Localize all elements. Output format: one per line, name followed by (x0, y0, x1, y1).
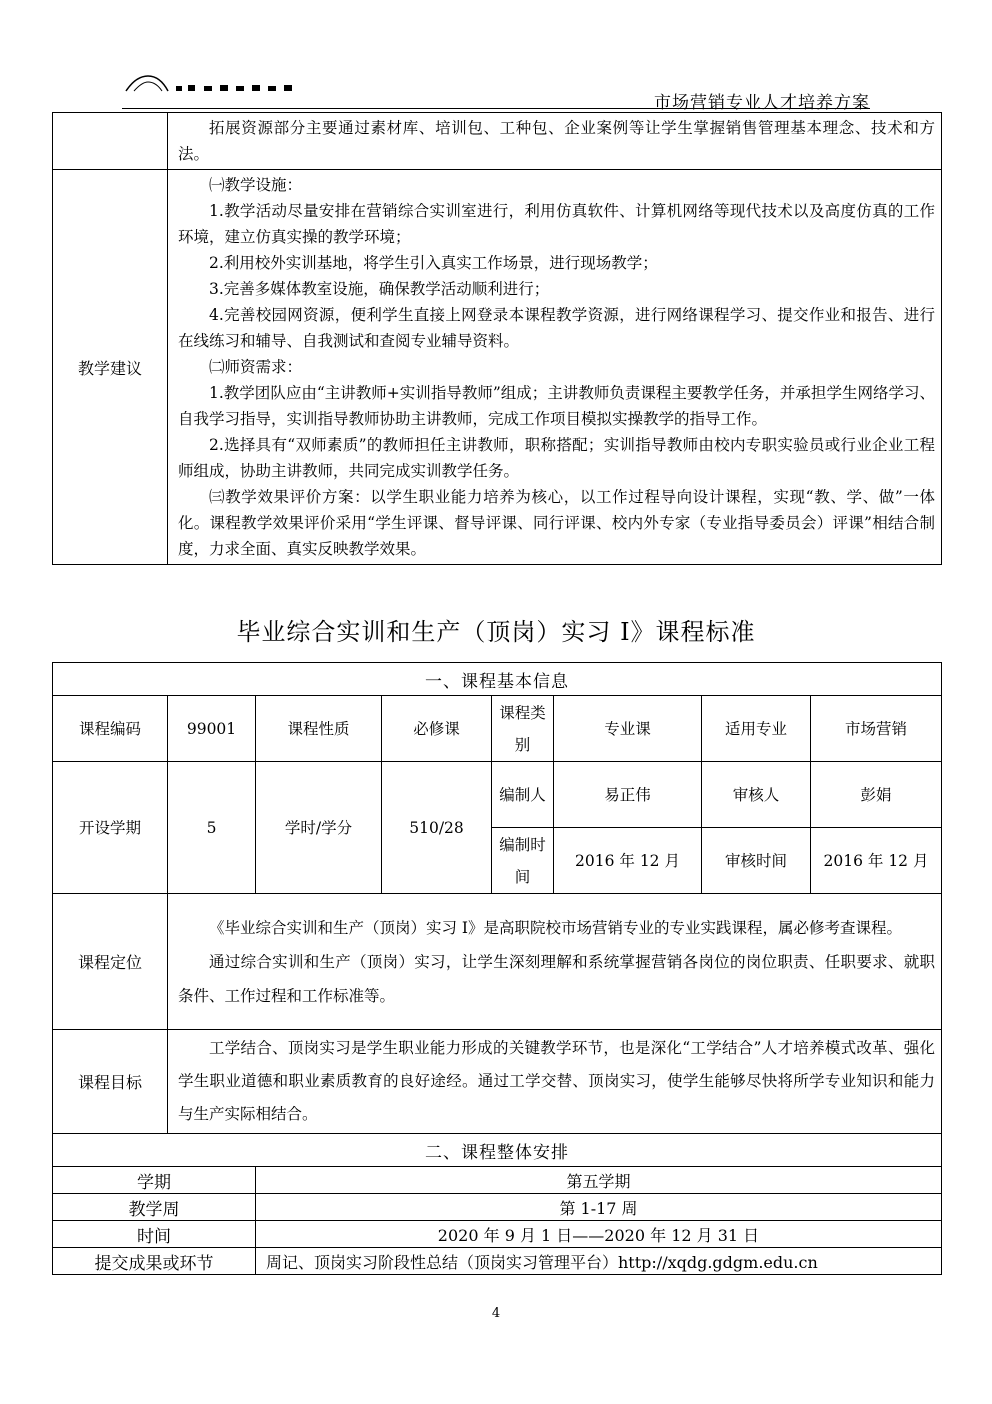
review-date-label: 审核时间 (702, 828, 811, 894)
teaching-weeks-label: 教学周 (53, 1194, 256, 1221)
header-title: 市场营销专业人才培养方案 (654, 93, 870, 113)
extension-resources-cell (168, 113, 942, 170)
deliverables-label: 提交成果或环节 (53, 1248, 256, 1275)
school-logo (122, 74, 342, 92)
goal-paragraph: 工学结合、顶岗实习是学生职业能力形成的关键教学环节，也是深化“工学结合”人才培养模式改革、强化学生职业道德和职业素质教育的良好途经。通过工学交替、顶岗实习，使学生能够尽快将所学专业知识和能力与生产实际相结合。 (178, 1039, 935, 1123)
hours-label: 学时/学分 (256, 762, 382, 894)
teaching-weeks-value: 第 1-17 周 (256, 1194, 942, 1221)
term-value: 5 (168, 762, 256, 894)
suggestion-line: 3.完善多媒体教室设施，确保教学活动顺利进行； (209, 280, 550, 298)
major-value: 市场营销 (811, 696, 942, 762)
reviewer-label: 审核人 (702, 762, 811, 828)
suggestion-line: 2.利用校外实训基地，将学生引入真实工作场景，进行现场教学； (209, 254, 658, 272)
time-label: 时间 (53, 1221, 256, 1248)
semester-value: 第五学期 (256, 1167, 942, 1194)
goal-label: 课程目标 (53, 1030, 168, 1134)
extension-resources-text: 拓展资源部分主要通过素材库、培训包、工种包、企业案例等让学生掌握销售管理基本理念、技术和方法。 (178, 119, 935, 163)
course-nature-label: 课程性质 (256, 696, 382, 762)
header-rule (122, 108, 870, 109)
teaching-suggestion-content (168, 170, 942, 565)
suggestion-line: ㈠教学设施： (209, 176, 303, 194)
suggestion-line: ㈢教学效果评价方案：以学生职业能力培养为核心，以工作过程导向设计课程，实现“教、学、做”一体化。课程教学效果评价采用“学生评课、督导评课、同行评课、校内外专家（专业指导委员会）评课”相结合制度，力求全面、真实反映教学效果。 (178, 488, 935, 558)
course-standard-table (52, 662, 942, 1275)
suggestion-line: 2.选择具有“双师素质”的教师担任主讲教师，职称搭配；实训指导教师由校内专职实验员或行业企业工程师组成，协助主讲教师，共同完成实训教学任务。 (178, 436, 935, 480)
section-overall-arrangement: 二、课程整体安排 (53, 1134, 942, 1167)
course-category-label: 课程类别 (492, 696, 554, 762)
author-value: 易正伟 (554, 762, 702, 828)
positioning-paragraph: 通过综合实训和生产（顶岗）实习，让学生深刻理解和系统掌握营销各岗位的岗位职责、任职要求、就职条件、工作过程和工作标准等。 (178, 952, 935, 1005)
page-number: 4 (491, 1306, 501, 1321)
positioning-paragraph: 《毕业综合实训和生产（顶岗）实习 I》是高职院校市场营销专业的专业实践课程，属必修考查课程。 (209, 918, 903, 937)
term-label: 开设学期 (53, 762, 168, 894)
teaching-suggestion-label: 教学建议 (53, 170, 168, 565)
empty-label-cell (53, 113, 168, 170)
teaching-suggestion-table (52, 112, 942, 565)
date-value: 2016 年 12 月 (554, 828, 702, 894)
author-label: 编制人 (492, 762, 554, 828)
course-code-value: 99001 (168, 696, 256, 762)
major-label: 适用专业 (702, 696, 811, 762)
positioning-content (168, 894, 942, 1030)
suggestion-line: ㈡师资需求： (209, 358, 303, 376)
section-basic-info: 一、课程基本信息 (53, 663, 942, 696)
course-standard-title: 毕业综合实训和生产（顶岗）实习 I》课程标准 (236, 618, 756, 646)
reviewer-value: 彭娟 (811, 762, 942, 828)
suggestion-line: 1.教学团队应由“主讲教师+实训指导教师”组成；主讲教师负责课程主要教学任务，并承担学生网络学习、自我学习指导，实训指导教师协助主讲教师，完成工作项目模拟实操教学的指导工作。 (178, 384, 935, 428)
positioning-label: 课程定位 (53, 894, 168, 1030)
course-code-label: 课程编码 (53, 696, 168, 762)
suggestion-line: 1.教学活动尽量安排在营销综合实训室进行，利用仿真软件、计算机网络等现代技术以及高度仿真的工作环境，建立仿真实操的教学环境； (178, 202, 935, 246)
deliverables-value: 周记、顶岗实习阶段性总结（顶岗实习管理平台）http://xqdg.gdgm.edu.cn (256, 1248, 942, 1275)
review-date-value: 2016 年 12 月 (811, 828, 942, 894)
course-nature-value: 必修课 (382, 696, 492, 762)
time-value: 2020 年 9 月 1 日——2020 年 12 月 31 日 (256, 1221, 942, 1248)
suggestion-line: 4.完善校园网资源，便利学生直接上网登录本课程教学资源，进行网络课程学习、提交作业和报告、进行在线练习和辅导、自我测试和查阅专业辅导资料。 (178, 306, 935, 350)
semester-label: 学期 (53, 1167, 256, 1194)
course-category-value: 专业课 (554, 696, 702, 762)
date-label: 编制时间 (492, 828, 554, 894)
hours-value: 510/28 (382, 762, 492, 894)
goal-content (168, 1030, 942, 1134)
